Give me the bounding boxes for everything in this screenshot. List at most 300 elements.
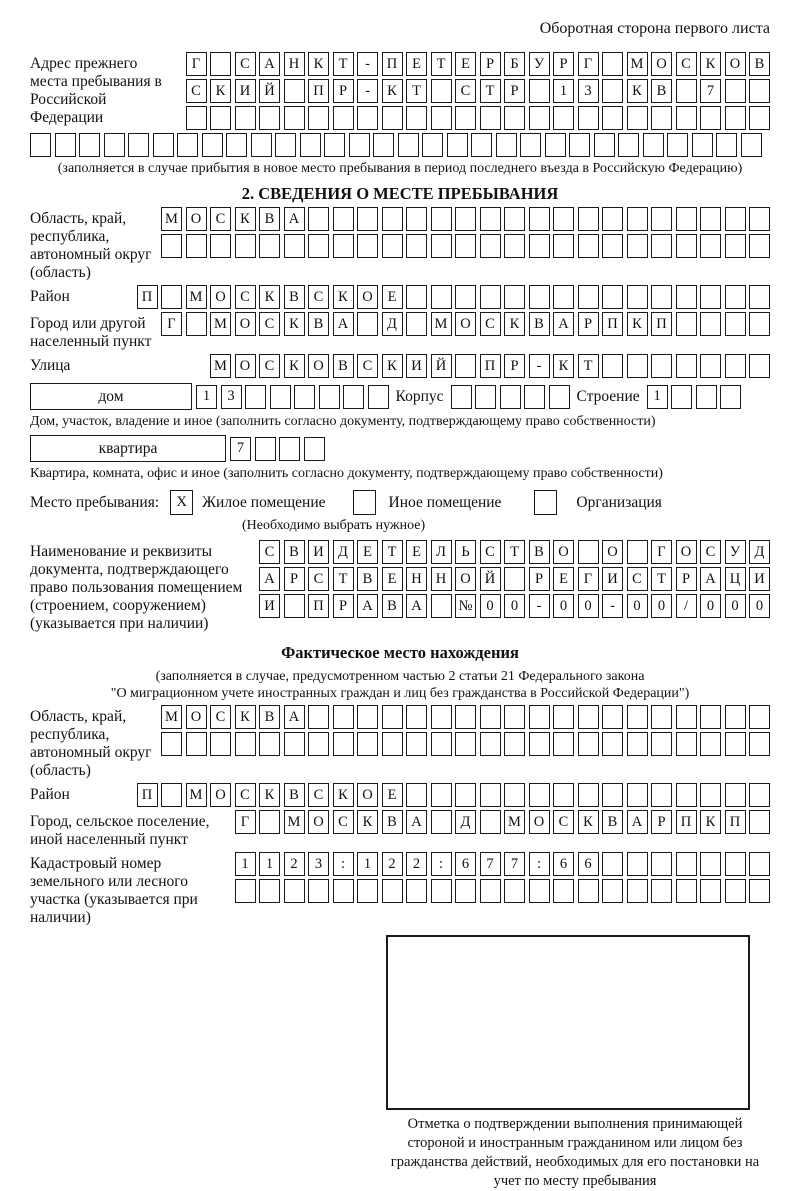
char-cell[interactable]: С: [235, 52, 256, 76]
char-cell[interactable]: С: [333, 810, 354, 834]
char-cell[interactable]: Б: [504, 52, 525, 76]
char-cell[interactable]: [676, 312, 697, 336]
char-cell[interactable]: В: [357, 567, 378, 591]
char-cell[interactable]: О: [308, 810, 329, 834]
checkbox-residential[interactable]: X: [170, 490, 193, 515]
char-cell[interactable]: [455, 879, 476, 903]
char-cell[interactable]: [651, 732, 672, 756]
char-cell[interactable]: [431, 705, 452, 729]
char-cell[interactable]: И: [259, 594, 280, 618]
char-cell[interactable]: С: [308, 783, 329, 807]
char-cell[interactable]: [406, 207, 427, 231]
char-cell[interactable]: [716, 133, 737, 157]
char-cell[interactable]: [578, 879, 599, 903]
char-cell[interactable]: К: [259, 285, 280, 309]
char-cell[interactable]: Й: [480, 567, 501, 591]
char-cell[interactable]: [471, 133, 492, 157]
char-cell[interactable]: [504, 106, 525, 130]
char-cell[interactable]: [692, 133, 713, 157]
char-cell[interactable]: Т: [504, 540, 525, 564]
char-cell[interactable]: М: [210, 354, 231, 378]
char-cell[interactable]: Н: [406, 567, 427, 591]
char-cell[interactable]: [357, 234, 378, 258]
char-cell[interactable]: [602, 207, 623, 231]
char-cell[interactable]: [602, 79, 623, 103]
char-cell[interactable]: [578, 234, 599, 258]
char-cell[interactable]: [406, 106, 427, 130]
char-cell[interactable]: [676, 79, 697, 103]
char-cell[interactable]: [431, 810, 452, 834]
char-cell[interactable]: [529, 285, 550, 309]
char-cell[interactable]: У: [529, 52, 550, 76]
char-cell[interactable]: [186, 106, 207, 130]
char-cell[interactable]: [741, 133, 762, 157]
char-cell[interactable]: [602, 106, 623, 130]
char-cell[interactable]: [627, 732, 648, 756]
char-cell[interactable]: [382, 207, 403, 231]
char-cell[interactable]: К: [357, 810, 378, 834]
char-cell[interactable]: М: [210, 312, 231, 336]
char-cell[interactable]: [368, 385, 389, 409]
char-cell[interactable]: Е: [406, 540, 427, 564]
char-cell[interactable]: К: [627, 312, 648, 336]
char-cell[interactable]: [651, 852, 672, 876]
char-cell[interactable]: С: [700, 540, 721, 564]
char-cell[interactable]: [161, 732, 182, 756]
char-cell[interactable]: [357, 312, 378, 336]
char-cell[interactable]: И: [235, 79, 256, 103]
char-cell[interactable]: [504, 732, 525, 756]
char-cell[interactable]: [529, 106, 550, 130]
char-cell[interactable]: [700, 207, 721, 231]
char-cell[interactable]: О: [725, 52, 746, 76]
char-cell[interactable]: [431, 732, 452, 756]
char-cell[interactable]: А: [627, 810, 648, 834]
char-cell[interactable]: А: [406, 594, 427, 618]
char-cell[interactable]: [406, 234, 427, 258]
char-cell[interactable]: [284, 594, 305, 618]
char-cell[interactable]: [749, 207, 770, 231]
char-cell[interactable]: [210, 52, 231, 76]
char-cell[interactable]: [549, 385, 570, 409]
char-cell[interactable]: Р: [284, 567, 305, 591]
char-cell[interactable]: [627, 106, 648, 130]
char-cell[interactable]: [700, 783, 721, 807]
char-cell[interactable]: К: [700, 52, 721, 76]
char-cell[interactable]: В: [308, 312, 329, 336]
char-cell[interactable]: [651, 285, 672, 309]
char-cell[interactable]: [671, 385, 692, 409]
char-cell[interactable]: [627, 207, 648, 231]
char-cell[interactable]: [79, 133, 100, 157]
char-cell[interactable]: К: [308, 52, 329, 76]
char-cell[interactable]: О: [676, 540, 697, 564]
char-cell[interactable]: [553, 879, 574, 903]
char-cell[interactable]: Е: [455, 52, 476, 76]
char-cell[interactable]: М: [284, 810, 305, 834]
char-cell[interactable]: [749, 106, 770, 130]
checkbox-other-premises[interactable]: [353, 490, 376, 515]
char-cell[interactable]: Е: [553, 567, 574, 591]
char-cell[interactable]: [480, 810, 501, 834]
char-cell[interactable]: И: [749, 567, 770, 591]
char-cell[interactable]: Д: [333, 540, 354, 564]
char-cell[interactable]: [696, 385, 717, 409]
char-cell[interactable]: [357, 705, 378, 729]
char-cell[interactable]: [382, 879, 403, 903]
char-cell[interactable]: :: [431, 852, 452, 876]
char-cell[interactable]: Г: [161, 312, 182, 336]
char-cell[interactable]: 6: [578, 852, 599, 876]
char-cell[interactable]: [676, 705, 697, 729]
char-cell[interactable]: С: [210, 207, 231, 231]
char-cell[interactable]: Р: [333, 594, 354, 618]
char-cell[interactable]: [602, 52, 623, 76]
char-cell[interactable]: О: [308, 354, 329, 378]
char-cell[interactable]: 1: [553, 79, 574, 103]
char-cell[interactable]: А: [553, 312, 574, 336]
char-cell[interactable]: П: [480, 354, 501, 378]
char-cell[interactable]: [259, 732, 280, 756]
char-cell[interactable]: В: [651, 79, 672, 103]
char-cell[interactable]: [333, 106, 354, 130]
char-cell[interactable]: [725, 354, 746, 378]
char-cell[interactable]: [480, 879, 501, 903]
char-cell[interactable]: [255, 437, 276, 461]
char-cell[interactable]: [504, 567, 525, 591]
char-cell[interactable]: [333, 234, 354, 258]
char-cell[interactable]: [578, 732, 599, 756]
char-cell[interactable]: [627, 234, 648, 258]
char-cell[interactable]: [545, 133, 566, 157]
char-cell[interactable]: [725, 312, 746, 336]
char-cell[interactable]: [480, 783, 501, 807]
char-cell[interactable]: [455, 285, 476, 309]
char-cell[interactable]: О: [357, 783, 378, 807]
char-cell[interactable]: 0: [553, 594, 574, 618]
char-cell[interactable]: А: [259, 567, 280, 591]
char-cell[interactable]: П: [602, 312, 623, 336]
char-cell[interactable]: [480, 285, 501, 309]
char-cell[interactable]: Е: [382, 783, 403, 807]
char-cell[interactable]: [676, 732, 697, 756]
char-cell[interactable]: А: [333, 312, 354, 336]
char-cell[interactable]: [553, 285, 574, 309]
char-cell[interactable]: [304, 437, 325, 461]
char-cell[interactable]: [480, 106, 501, 130]
char-cell[interactable]: К: [333, 285, 354, 309]
char-cell[interactable]: Е: [382, 567, 403, 591]
char-cell[interactable]: 0: [700, 594, 721, 618]
char-cell[interactable]: [602, 705, 623, 729]
char-cell[interactable]: [373, 133, 394, 157]
char-cell[interactable]: 7: [480, 852, 501, 876]
char-cell[interactable]: [480, 207, 501, 231]
char-cell[interactable]: С: [259, 312, 280, 336]
char-cell[interactable]: [455, 106, 476, 130]
char-cell[interactable]: С: [210, 705, 231, 729]
char-cell[interactable]: [382, 732, 403, 756]
char-cell[interactable]: [455, 207, 476, 231]
char-cell[interactable]: [627, 540, 648, 564]
char-cell[interactable]: Т: [333, 567, 354, 591]
char-cell[interactable]: [569, 133, 590, 157]
char-cell[interactable]: [627, 354, 648, 378]
char-cell[interactable]: Т: [382, 540, 403, 564]
char-cell[interactable]: [676, 354, 697, 378]
char-cell[interactable]: [279, 437, 300, 461]
char-cell[interactable]: /: [676, 594, 697, 618]
apartment-box[interactable]: квартира: [30, 435, 226, 462]
char-cell[interactable]: М: [186, 783, 207, 807]
char-cell[interactable]: В: [382, 594, 403, 618]
char-cell[interactable]: [235, 732, 256, 756]
char-cell[interactable]: [676, 879, 697, 903]
char-cell[interactable]: О: [602, 540, 623, 564]
char-cell[interactable]: :: [333, 852, 354, 876]
char-cell[interactable]: [529, 79, 550, 103]
char-cell[interactable]: С: [235, 285, 256, 309]
char-cell[interactable]: О: [455, 567, 476, 591]
char-cell[interactable]: [319, 385, 340, 409]
char-cell[interactable]: [324, 133, 345, 157]
char-cell[interactable]: В: [259, 207, 280, 231]
char-cell[interactable]: Р: [529, 567, 550, 591]
char-cell[interactable]: [749, 879, 770, 903]
char-cell[interactable]: С: [235, 783, 256, 807]
char-cell[interactable]: [357, 106, 378, 130]
char-cell[interactable]: О: [455, 312, 476, 336]
char-cell[interactable]: О: [651, 52, 672, 76]
char-cell[interactable]: [676, 207, 697, 231]
char-cell[interactable]: А: [700, 567, 721, 591]
char-cell[interactable]: [749, 810, 770, 834]
char-cell[interactable]: [627, 879, 648, 903]
char-cell[interactable]: 2: [406, 852, 427, 876]
char-cell[interactable]: С: [259, 540, 280, 564]
checkbox-organization[interactable]: [534, 490, 557, 515]
char-cell[interactable]: [186, 234, 207, 258]
char-cell[interactable]: Р: [480, 52, 501, 76]
char-cell[interactable]: Й: [431, 354, 452, 378]
char-cell[interactable]: М: [186, 285, 207, 309]
char-cell[interactable]: 6: [553, 852, 574, 876]
char-cell[interactable]: К: [627, 79, 648, 103]
char-cell[interactable]: [235, 106, 256, 130]
char-cell[interactable]: [406, 705, 427, 729]
char-cell[interactable]: С: [186, 79, 207, 103]
char-cell[interactable]: [245, 385, 266, 409]
char-cell[interactable]: А: [406, 810, 427, 834]
char-cell[interactable]: [627, 852, 648, 876]
char-cell[interactable]: [431, 285, 452, 309]
char-cell[interactable]: [725, 705, 746, 729]
char-cell[interactable]: [553, 106, 574, 130]
char-cell[interactable]: [455, 705, 476, 729]
char-cell[interactable]: [725, 207, 746, 231]
char-cell[interactable]: [294, 385, 315, 409]
char-cell[interactable]: [700, 879, 721, 903]
char-cell[interactable]: [553, 705, 574, 729]
char-cell[interactable]: [382, 234, 403, 258]
char-cell[interactable]: О: [235, 354, 256, 378]
char-cell[interactable]: [651, 783, 672, 807]
char-cell[interactable]: [578, 285, 599, 309]
char-cell[interactable]: [504, 234, 525, 258]
char-cell[interactable]: О: [186, 705, 207, 729]
char-cell[interactable]: В: [529, 312, 550, 336]
char-cell[interactable]: К: [382, 79, 403, 103]
char-cell[interactable]: Н: [284, 52, 305, 76]
char-cell[interactable]: Й: [259, 79, 280, 103]
char-cell[interactable]: [308, 234, 329, 258]
char-cell[interactable]: 1: [259, 852, 280, 876]
char-cell[interactable]: М: [627, 52, 648, 76]
char-cell[interactable]: [553, 783, 574, 807]
char-cell[interactable]: 1: [196, 385, 217, 409]
char-cell[interactable]: [667, 133, 688, 157]
char-cell[interactable]: [202, 133, 223, 157]
char-cell[interactable]: [578, 705, 599, 729]
char-cell[interactable]: -: [357, 79, 378, 103]
char-cell[interactable]: [210, 732, 231, 756]
char-cell[interactable]: 3: [308, 852, 329, 876]
char-cell[interactable]: Р: [504, 354, 525, 378]
char-cell[interactable]: [382, 106, 403, 130]
char-cell[interactable]: [431, 207, 452, 231]
char-cell[interactable]: О: [210, 783, 231, 807]
house-box[interactable]: дом: [30, 383, 192, 410]
char-cell[interactable]: [480, 732, 501, 756]
char-cell[interactable]: [333, 705, 354, 729]
char-cell[interactable]: [186, 732, 207, 756]
char-cell[interactable]: Т: [578, 354, 599, 378]
char-cell[interactable]: [553, 234, 574, 258]
char-cell[interactable]: [308, 705, 329, 729]
char-cell[interactable]: [700, 732, 721, 756]
char-cell[interactable]: [578, 106, 599, 130]
char-cell[interactable]: Е: [382, 285, 403, 309]
char-cell[interactable]: Т: [480, 79, 501, 103]
char-cell[interactable]: С: [480, 312, 501, 336]
char-cell[interactable]: [725, 852, 746, 876]
char-cell[interactable]: [431, 234, 452, 258]
char-cell[interactable]: [651, 106, 672, 130]
char-cell[interactable]: [455, 234, 476, 258]
char-cell[interactable]: [618, 133, 639, 157]
char-cell[interactable]: [725, 879, 746, 903]
char-cell[interactable]: [210, 106, 231, 130]
char-cell[interactable]: [594, 133, 615, 157]
char-cell[interactable]: [504, 783, 525, 807]
char-cell[interactable]: [500, 385, 521, 409]
char-cell[interactable]: [431, 879, 452, 903]
char-cell[interactable]: [251, 133, 272, 157]
char-cell[interactable]: В: [284, 285, 305, 309]
char-cell[interactable]: [357, 207, 378, 231]
char-cell[interactable]: [210, 234, 231, 258]
char-cell[interactable]: [602, 879, 623, 903]
char-cell[interactable]: [602, 732, 623, 756]
char-cell[interactable]: [700, 106, 721, 130]
char-cell[interactable]: [651, 705, 672, 729]
char-cell[interactable]: [406, 285, 427, 309]
char-cell[interactable]: [333, 879, 354, 903]
char-cell[interactable]: [153, 133, 174, 157]
char-cell[interactable]: [676, 852, 697, 876]
char-cell[interactable]: В: [333, 354, 354, 378]
char-cell[interactable]: [602, 285, 623, 309]
char-cell[interactable]: [128, 133, 149, 157]
char-cell[interactable]: [700, 312, 721, 336]
char-cell[interactable]: [651, 234, 672, 258]
char-cell[interactable]: [749, 732, 770, 756]
char-cell[interactable]: И: [406, 354, 427, 378]
char-cell[interactable]: [700, 705, 721, 729]
char-cell[interactable]: 2: [284, 852, 305, 876]
char-cell[interactable]: [578, 207, 599, 231]
char-cell[interactable]: [627, 705, 648, 729]
char-cell[interactable]: Р: [578, 312, 599, 336]
char-cell[interactable]: Р: [553, 52, 574, 76]
char-cell[interactable]: [651, 207, 672, 231]
char-cell[interactable]: [529, 783, 550, 807]
char-cell[interactable]: [30, 133, 51, 157]
char-cell[interactable]: [451, 385, 472, 409]
char-cell[interactable]: [300, 133, 321, 157]
char-cell[interactable]: [431, 783, 452, 807]
char-cell[interactable]: №: [455, 594, 476, 618]
char-cell[interactable]: К: [235, 705, 256, 729]
char-cell[interactable]: [627, 285, 648, 309]
char-cell[interactable]: П: [308, 79, 329, 103]
char-cell[interactable]: [725, 234, 746, 258]
char-cell[interactable]: [431, 79, 452, 103]
char-cell[interactable]: М: [431, 312, 452, 336]
char-cell[interactable]: [455, 732, 476, 756]
char-cell[interactable]: 0: [504, 594, 525, 618]
char-cell[interactable]: [349, 133, 370, 157]
char-cell[interactable]: [725, 285, 746, 309]
char-cell[interactable]: [725, 106, 746, 130]
char-cell[interactable]: П: [137, 285, 158, 309]
char-cell[interactable]: Т: [651, 567, 672, 591]
char-cell[interactable]: [749, 312, 770, 336]
char-cell[interactable]: [529, 234, 550, 258]
char-cell[interactable]: 1: [647, 385, 668, 409]
char-cell[interactable]: Ь: [455, 540, 476, 564]
char-cell[interactable]: [725, 732, 746, 756]
char-cell[interactable]: 0: [725, 594, 746, 618]
char-cell[interactable]: С: [259, 354, 280, 378]
char-cell[interactable]: 0: [627, 594, 648, 618]
char-cell[interactable]: [161, 234, 182, 258]
char-cell[interactable]: В: [284, 540, 305, 564]
char-cell[interactable]: 0: [578, 594, 599, 618]
char-cell[interactable]: Д: [455, 810, 476, 834]
char-cell[interactable]: [725, 79, 746, 103]
char-cell[interactable]: А: [259, 52, 280, 76]
char-cell[interactable]: [651, 879, 672, 903]
char-cell[interactable]: [700, 354, 721, 378]
char-cell[interactable]: [226, 133, 247, 157]
char-cell[interactable]: [749, 783, 770, 807]
char-cell[interactable]: [475, 385, 496, 409]
char-cell[interactable]: К: [553, 354, 574, 378]
char-cell[interactable]: [308, 106, 329, 130]
char-cell[interactable]: [284, 106, 305, 130]
char-cell[interactable]: [504, 705, 525, 729]
